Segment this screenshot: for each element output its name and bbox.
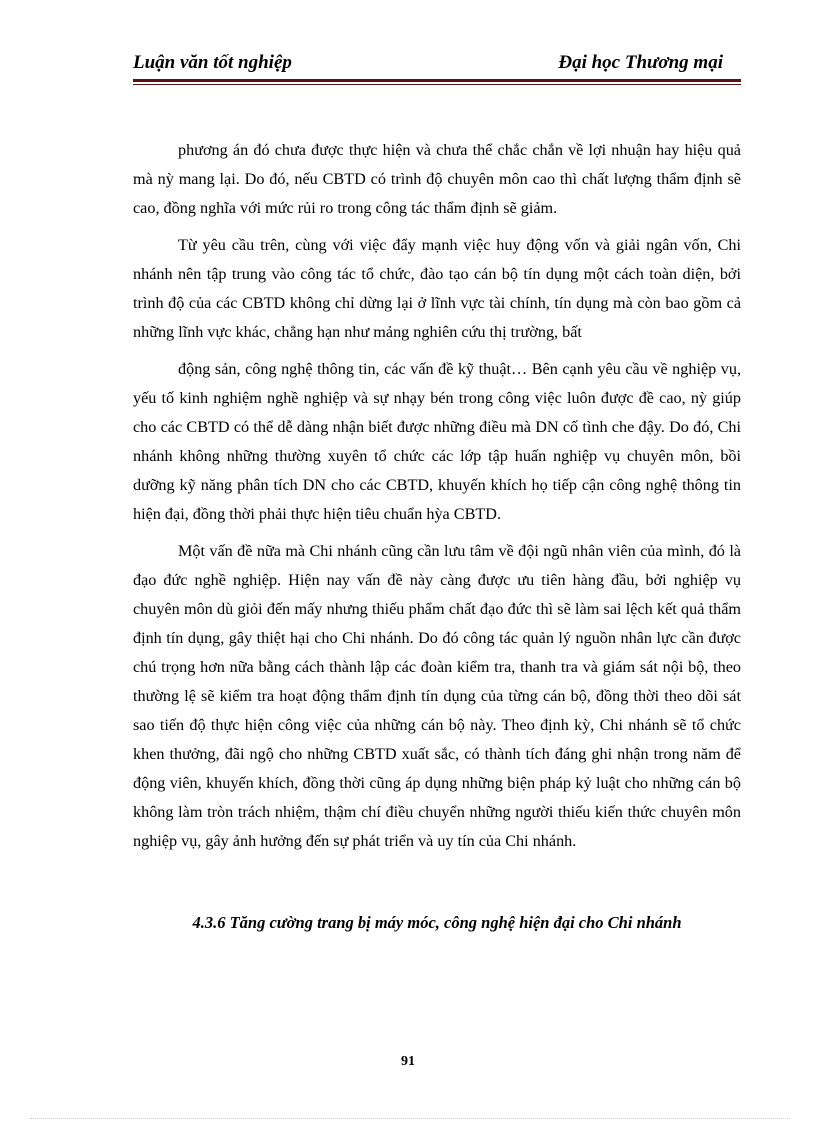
- page-bottom-edge: [30, 1118, 790, 1119]
- body-text: [133, 136, 741, 864]
- header-thesis-label: Luận văn tốt nghiệp: [133, 52, 292, 73]
- page-number: 91: [401, 1054, 415, 1069]
- header-rule-thin: [133, 84, 741, 85]
- paragraph-2: Từ yêu cầu trên, cùng với việc đẩy mạnh việc huy động vốn và giải ngân vốn, Chi nhánh nên tập trung vào công tác tổ chức, đào tạo cán bộ tín dụng một cách toàn diện, bởi trình độ của các CBTD không chỉ dừng lại ở lĩnh vực tài chính, tín dụng mà còn bao gồm cả những lĩnh vực khác, chẳng hạn như mảng nghiên cứu thị trường, bất: [133, 236, 741, 341]
- header-rule: [133, 79, 741, 82]
- running-header: [133, 48, 741, 78]
- section-heading: 4.3.6 Tăng cường trang bị máy móc, công nghệ hiện đại cho Chi nhánh: [192, 913, 682, 932]
- paragraph-1: phương án đó chưa được thực hiện và chưa thể chắc chắn về lợi nhuận hay hiệu quả mà nỳ mang lại. Do đó, nếu CBTD có trình độ chuyên môn cao thì chất lượng thẩm định sẽ cao, đồng nghĩa với mức rủi ro trong công tác thẩm định sẽ giảm.: [133, 141, 741, 217]
- paragraph-3: động sản, công nghệ thông tin, các vấn đề kỹ thuật… Bên cạnh yêu cầu về nghiệp vụ, yếu tố kinh nghiệm nghề nghiệp và sự nhạy bén trong công việc luôn được đề cao, nỳ giúp cho các CBTD có thể dễ dàng nhận biết được những điều mà DN cố tình che đậy. Do đó, Chi nhánh không những thường xuyên tổ chức các lớp tập huấn nghiệp vụ chuyên môn, bồi dưỡng kỹ năng phân tích DN cho các CBTD, khuyến khích họ tiếp cận công nghệ thông tin hiện đại, đồng thời phải thực hiện tiêu chuẩn hỳa CBTD.: [133, 360, 741, 523]
- header-university-label: Đại học Thương mại: [558, 52, 723, 73]
- paragraph-4: Một vấn đề nữa mà Chi nhánh cũng cần lưu tâm về đội ngũ nhân viên của mình, đó là đạo đức nghề nghiệp. Hiện nay vấn đề này càng được ưu tiên hàng đầu, bởi nghiệp vụ chuyên môn dù giỏi đến mấy nhưng thiếu phẩm chất đạo đức thì sẽ làm sai lệch kết quả thẩm định tín dụng, gây thiệt hại cho Chi nhánh. Do đó công tác quản lý nguồn nhân lực cần được chú trọng hơn nữa bằng cách thành lập các đoàn kiểm tra, thanh tra và giám sát nội bộ, theo thường lệ sẽ kiểm tra hoạt động thẩm định tín dụng của từng cán bộ, đồng thời theo dõi sát sao tiến độ thực hiện công việc của những cán bộ này. Theo định kỳ, Chi nhánh sẽ tổ chức khen thưởng, đãi ngộ cho những CBTD xuất sắc, có thành tích đáng ghi nhận trong năm để động viên, khuyến khích, đồng thời cũng áp dụng những biện pháp kỷ luật cho những cán bộ không làm tròn trách nhiệm, thậm chí điều chuyển những người thiếu kiến thức chuyên môn nghiệp vụ, gây ảnh hưởng đến sự phát triển và uy tín của Chi nhánh.: [133, 542, 741, 850]
